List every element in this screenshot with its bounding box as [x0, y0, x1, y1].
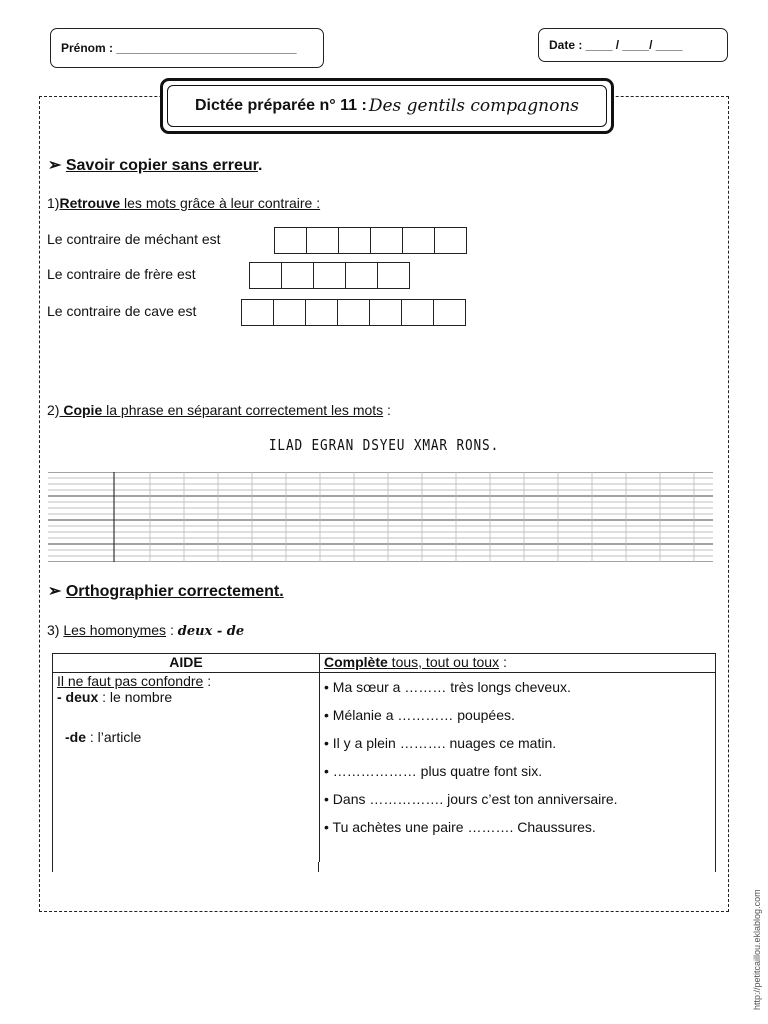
table-right-edge	[715, 862, 716, 872]
exercise-line-6[interactable]: • Tu achètes une paire ………. Chaussures.	[324, 819, 596, 835]
table-mid-edge	[318, 862, 319, 872]
q3-instruction: 3) Les homonymes : deux - de	[47, 622, 245, 639]
letter-cell[interactable]	[401, 299, 434, 326]
q1-item-1-label: Le contraire de méchant est	[47, 231, 221, 247]
letter-cell[interactable]	[313, 262, 346, 289]
letter-cell[interactable]	[249, 262, 282, 289]
letter-cell[interactable]	[274, 227, 307, 254]
aide-intro: Il ne faut pas confondre :	[57, 673, 212, 689]
letter-cell[interactable]	[306, 227, 339, 254]
table-bottom-mask	[50, 862, 720, 870]
prenom-label: Prénom : ___________________________	[61, 41, 297, 55]
q2-instruction: 2) Copie la phrase en séparant correctement les mots :	[47, 402, 391, 418]
table-left-edge	[52, 862, 53, 872]
letter-cell[interactable]	[281, 262, 314, 289]
letter-cell[interactable]	[338, 227, 371, 254]
exercise-line-4[interactable]: • ……………… plus quatre font six.	[324, 763, 543, 779]
q1-item-3-label: Le contraire de cave est	[47, 303, 197, 319]
exercise-line-2[interactable]: • Mélanie a ………… poupées.	[324, 707, 515, 723]
prenom-field[interactable]	[50, 28, 324, 68]
scrambled-sentence: ILAD EGRAN DSYEU XMAR RONS.	[268, 436, 500, 454]
letter-cell[interactable]	[337, 299, 370, 326]
exercise-line-5[interactable]: • Dans ……………. jours c’est ton anniversaire.	[324, 791, 618, 807]
aide-de: -de : l’article	[65, 729, 142, 745]
q1-item-2-cells[interactable]	[249, 262, 410, 289]
homonyms-table	[52, 653, 716, 868]
q1-item-1-cells[interactable]	[274, 227, 467, 254]
letter-cell[interactable]	[433, 299, 466, 326]
page-subtitle: Des gentils compagnons	[368, 96, 579, 116]
exercise-line-3[interactable]: • Il y a plein ………. nuages ce matin.	[324, 735, 557, 751]
section1-heading: ➢ Savoir copier sans erreur.	[48, 157, 263, 174]
q1-instruction: 1)Retrouve les mots grâce à leur contraire :	[47, 195, 321, 211]
date-label: Date : ____ / ____/ ____	[549, 38, 683, 52]
aide-cell	[53, 673, 320, 868]
seyes-writing-lines[interactable]	[48, 472, 713, 562]
letter-cell[interactable]	[377, 262, 410, 289]
letter-cell[interactable]	[369, 299, 402, 326]
watermark: http://petitcaillou.eklablog.com	[752, 889, 762, 1010]
exercise-cell	[320, 673, 716, 868]
aide-deux: - deux : le nombre	[57, 689, 173, 705]
letter-cell[interactable]	[370, 227, 403, 254]
arrow-bullet-icon: ➢	[48, 583, 62, 600]
letter-cell[interactable]	[402, 227, 435, 254]
letter-cell[interactable]	[241, 299, 274, 326]
exercise-line-1[interactable]: • Ma sœur a ……… très longs cheveux.	[324, 679, 571, 695]
title-box	[160, 78, 614, 134]
aide-header: AIDE	[53, 654, 320, 673]
section2-heading: ➢ Orthographier correctement.	[48, 583, 284, 600]
letter-cell[interactable]	[434, 227, 467, 254]
q1-item-2-label: Le contraire de frère est	[47, 266, 196, 282]
date-field[interactable]	[538, 28, 728, 62]
letter-cell[interactable]	[305, 299, 338, 326]
page-title: Dictée préparée n° 11 :	[195, 97, 367, 114]
complete-header: Complète tous, tout ou toux :	[320, 654, 716, 673]
q1-item-3-cells[interactable]	[241, 299, 466, 326]
letter-cell[interactable]	[273, 299, 306, 326]
arrow-bullet-icon: ➢	[48, 157, 62, 174]
letter-cell[interactable]	[345, 262, 378, 289]
